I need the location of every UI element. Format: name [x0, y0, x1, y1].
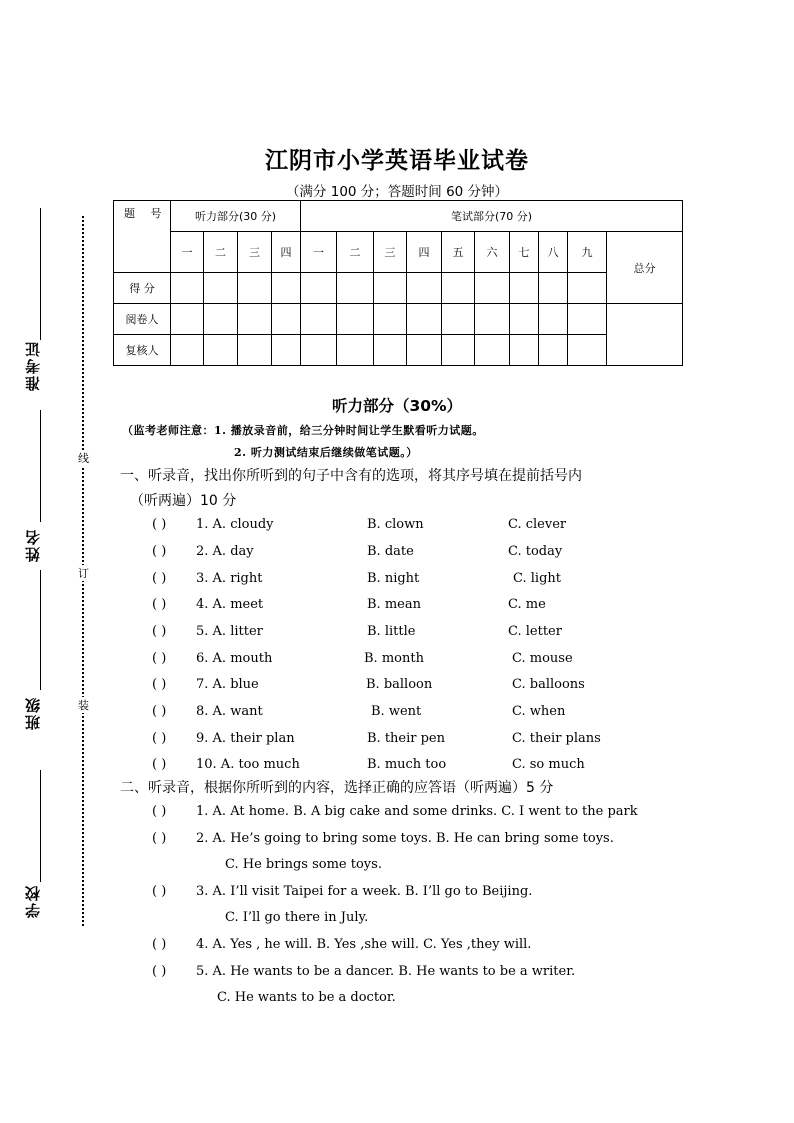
score-cell[interactable] — [171, 273, 204, 304]
answer-bracket[interactable]: ( ) — [152, 831, 167, 846]
reviewer-cell[interactable] — [374, 335, 407, 366]
listening-part-header: 听力部分(30 分) — [171, 201, 301, 232]
question-option-continued: C. I’ll go there in July. — [225, 910, 369, 925]
class-line — [40, 570, 41, 690]
option-b: B. clown — [367, 517, 424, 532]
name-label: 姓名 — [24, 528, 42, 562]
option-c: C. light — [513, 571, 561, 586]
question-options: 4. A. Yes , he will. B. Yes ,she will. C. Yes ,they will. — [196, 937, 532, 952]
question-options: 3. A. I’ll visit Taipei for a week. B. I’ll go to Beijing. — [196, 884, 533, 899]
score-cell[interactable] — [301, 273, 337, 304]
binding-char-line: 线 — [78, 452, 89, 465]
grader-cell[interactable] — [510, 304, 539, 335]
exam-no-label: 准考证 — [24, 340, 42, 391]
teacher-note-2: 2. 听力测试结束后继续做笔试题。） — [234, 446, 418, 459]
option-b: B. went — [371, 704, 422, 719]
total-score-cell[interactable] — [607, 304, 683, 366]
writing-num: 九 — [568, 232, 607, 273]
part1-heading-line2: （听两遍）10 分 — [130, 493, 237, 509]
writing-num: 三 — [374, 232, 407, 273]
option-b: B. their pen — [367, 731, 445, 746]
header-label: 题 号 — [124, 207, 168, 220]
option-c: C. their plans — [512, 731, 601, 746]
part2-heading: 二、听录音，根据你所听到的内容，选择正确的应答语（听两遍）5 分 — [120, 780, 554, 796]
option-b: B. month — [364, 651, 424, 666]
header-cell — [114, 201, 171, 273]
reviewer-cell[interactable] — [337, 335, 374, 366]
answer-bracket[interactable]: ( ) — [152, 704, 167, 719]
answer-bracket[interactable]: ( ) — [152, 677, 167, 692]
grader-cell[interactable] — [337, 304, 374, 335]
binding-char-zhuang: 装 — [78, 699, 89, 712]
reviewer-cell[interactable] — [510, 335, 539, 366]
question-options: 1. A. At home. B. A big cake and some drinks. C. I went to the park — [196, 804, 638, 819]
reviewer-cell[interactable] — [171, 335, 204, 366]
answer-bracket[interactable]: ( ) — [152, 517, 167, 532]
answer-bracket[interactable]: ( ) — [152, 804, 167, 819]
exam-subtitle: （满分 100 分；答题时间 60 分钟） — [285, 184, 509, 200]
option-a: 5. A. litter — [196, 624, 263, 639]
question-options: 5. A. He wants to be a dancer. B. He wants to be a writer. — [196, 964, 576, 979]
option-c: C. when — [512, 704, 566, 719]
option-b: B. night — [367, 571, 420, 586]
option-c: C. balloons — [512, 677, 585, 692]
option-c: C. mouse — [512, 651, 573, 666]
listening-num: 二 — [204, 232, 238, 273]
row-label-reviewer: 复核人 — [114, 335, 171, 366]
answer-bracket[interactable]: ( ) — [152, 651, 167, 666]
answer-bracket[interactable]: ( ) — [152, 571, 167, 586]
question-option-continued: C. He wants to be a doctor. — [217, 990, 396, 1005]
option-c: C. clever — [508, 517, 567, 532]
grader-cell[interactable] — [407, 304, 442, 335]
option-b: B. balloon — [366, 677, 433, 692]
answer-bracket[interactable]: ( ) — [152, 884, 167, 899]
score-table — [113, 200, 683, 366]
grader-cell[interactable] — [272, 304, 301, 335]
option-a: 7. A. blue — [196, 677, 259, 692]
reviewer-cell[interactable] — [407, 335, 442, 366]
option-b: B. much too — [367, 757, 447, 772]
option-b: B. little — [367, 624, 416, 639]
writing-num: 五 — [442, 232, 475, 273]
score-cell[interactable] — [510, 273, 539, 304]
score-cell[interactable] — [475, 273, 510, 304]
listening-num: 四 — [272, 232, 301, 273]
option-a: 3. A. right — [196, 571, 263, 586]
school-line — [40, 770, 41, 882]
writing-num: 四 — [407, 232, 442, 273]
grader-cell[interactable] — [442, 304, 475, 335]
grader-cell[interactable] — [374, 304, 407, 335]
part1-heading: 一、听录音，找出你所听到的句子中含有的选项，将其序号填在提前括号内 — [120, 468, 582, 484]
score-cell[interactable] — [204, 273, 238, 304]
option-c: C. so much — [512, 757, 585, 772]
reviewer-cell[interactable] — [475, 335, 510, 366]
listening-num: 一 — [171, 232, 204, 273]
grader-cell[interactable] — [475, 304, 510, 335]
score-cell[interactable] — [407, 273, 442, 304]
exam-no-line — [40, 208, 41, 340]
reviewer-cell[interactable] — [568, 335, 607, 366]
class-label: 班级 — [24, 696, 42, 730]
writing-num: 七 — [510, 232, 539, 273]
grader-cell[interactable] — [301, 304, 337, 335]
question-option-continued: C. He brings some toys. — [225, 857, 382, 872]
row-label-score: 得 分 — [114, 273, 171, 304]
answer-bracket[interactable]: ( ) — [152, 597, 167, 612]
writing-num: 一 — [301, 232, 337, 273]
total-label: 总分 — [607, 232, 683, 304]
option-c: C. me — [508, 597, 546, 612]
grader-cell[interactable] — [204, 304, 238, 335]
option-a: 10. A. too much — [196, 757, 300, 772]
option-a: 8. A. want — [196, 704, 263, 719]
grader-cell[interactable] — [568, 304, 607, 335]
answer-bracket[interactable]: ( ) — [152, 757, 167, 772]
reviewer-cell[interactable] — [204, 335, 238, 366]
option-a: 2. A. day — [196, 544, 254, 559]
listening-num: 三 — [238, 232, 272, 273]
score-cell[interactable] — [272, 273, 301, 304]
score-cell[interactable] — [539, 273, 568, 304]
option-a: 9. A. their plan — [196, 731, 295, 746]
option-b: B. mean — [367, 597, 421, 612]
score-cell[interactable] — [337, 273, 374, 304]
reviewer-cell[interactable] — [442, 335, 475, 366]
option-b: B. date — [367, 544, 414, 559]
score-cell[interactable] — [442, 273, 475, 304]
answer-bracket[interactable]: ( ) — [152, 624, 167, 639]
name-line — [40, 410, 41, 522]
score-cell[interactable] — [238, 273, 272, 304]
row-label-grader: 阅卷人 — [114, 304, 171, 335]
reviewer-cell[interactable] — [539, 335, 568, 366]
option-a: 1. A. cloudy — [196, 517, 274, 532]
writing-num: 八 — [539, 232, 568, 273]
grader-cell[interactable] — [171, 304, 204, 335]
option-c: C. letter — [508, 624, 562, 639]
score-cell[interactable] — [374, 273, 407, 304]
option-a: 4. A. meet — [196, 597, 264, 612]
writing-num: 六 — [475, 232, 510, 273]
option-a: 6. A. mouth — [196, 651, 273, 666]
reviewer-cell[interactable] — [272, 335, 301, 366]
reviewer-cell[interactable] — [238, 335, 272, 366]
option-c: C. today — [508, 544, 563, 559]
writing-num: 二 — [337, 232, 374, 273]
question-options: 2. A. He’s going to bring some toys. B. He can bring some toys. — [196, 831, 614, 846]
answer-bracket[interactable]: ( ) — [152, 544, 167, 559]
answer-bracket[interactable]: ( ) — [152, 731, 167, 746]
binding-char-ding: 订 — [78, 567, 89, 580]
grader-cell[interactable] — [539, 304, 568, 335]
reviewer-cell[interactable] — [301, 335, 337, 366]
exam-title: 江阴市小学英语毕业试卷 — [265, 147, 529, 174]
answer-bracket[interactable]: ( ) — [152, 937, 167, 952]
teacher-note-1: （监考老师注意：1. 播放录音前，给三分钟时间让学生默看听力试题。 — [122, 424, 484, 437]
score-cell[interactable] — [568, 273, 607, 304]
answer-bracket[interactable]: ( ) — [152, 964, 167, 979]
grader-cell[interactable] — [238, 304, 272, 335]
school-label: 学校 — [24, 884, 42, 918]
writing-part-header: 笔试部分(70 分) — [301, 201, 683, 232]
listening-section-title: 听力部分（30%） — [331, 397, 463, 415]
